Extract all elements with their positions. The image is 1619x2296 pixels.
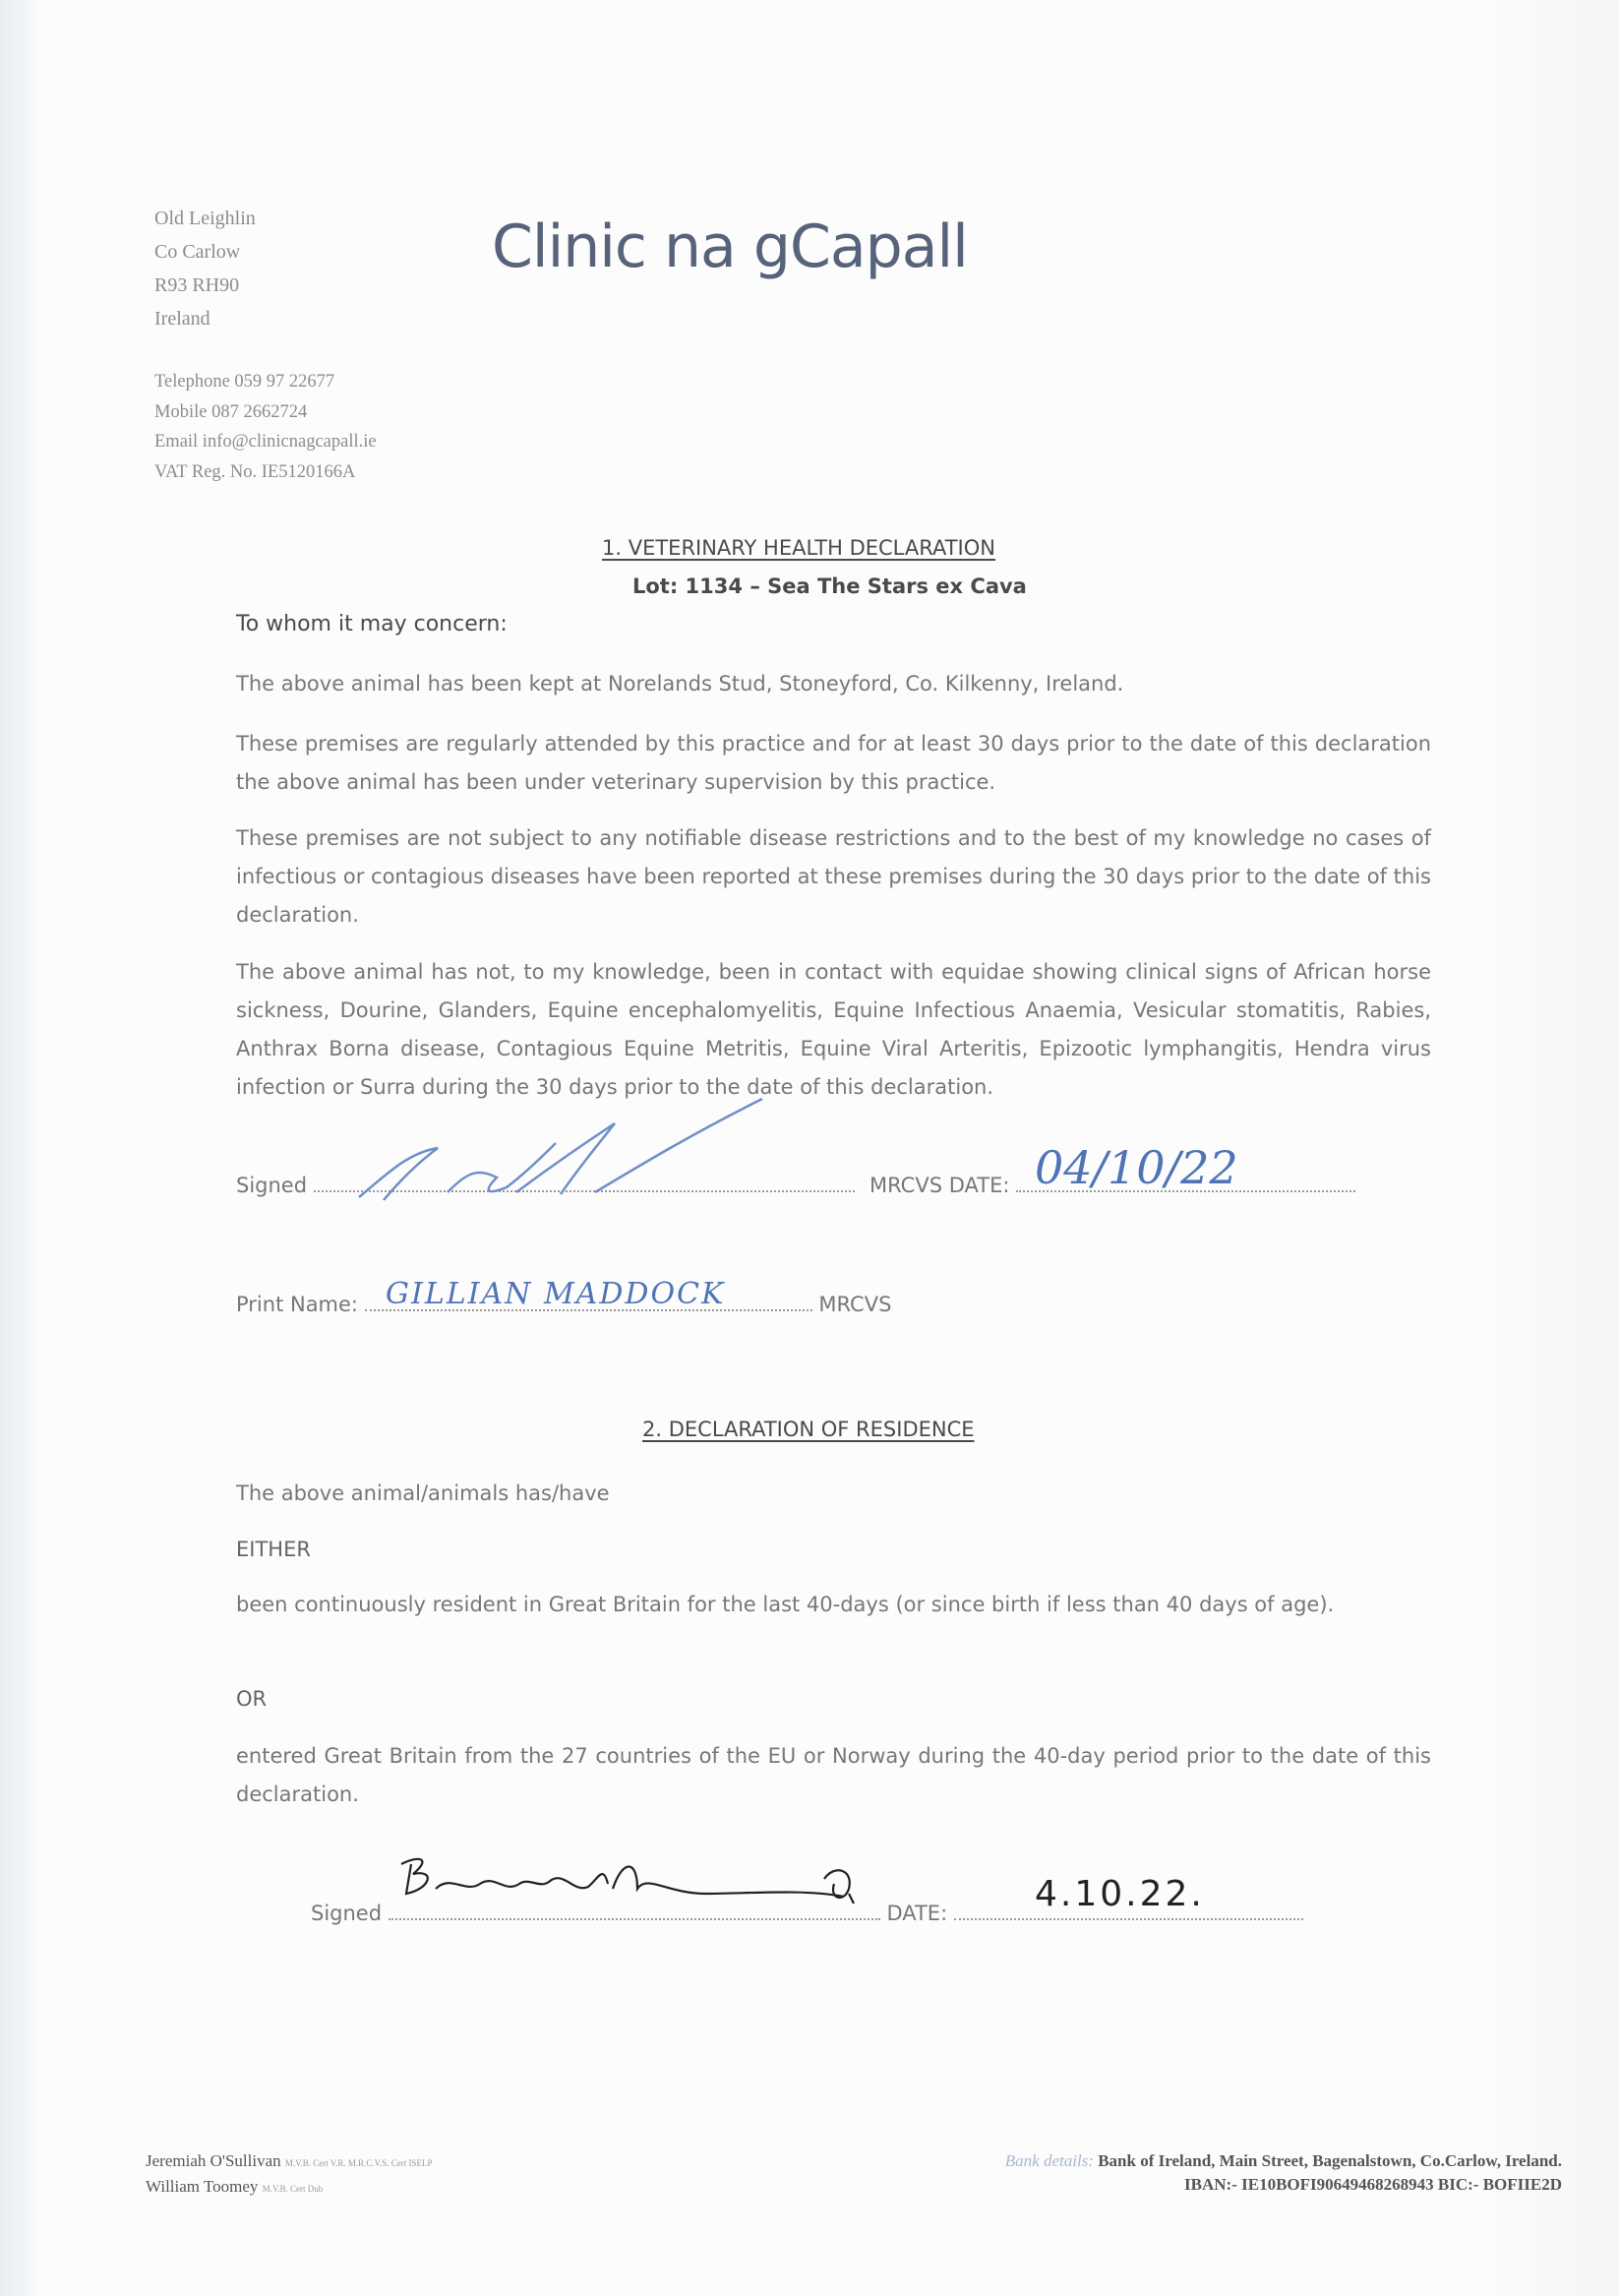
- vet2-name: William Toomey: [146, 2177, 259, 2196]
- paragraph: The above animal has been kept at Norelands Stud, Stoneyford, Co. Kilkenny, Ireland.: [236, 672, 1124, 695]
- address-line: Ireland: [154, 308, 210, 330]
- clinic-address: [154, 202, 256, 335]
- clinic-logo: Clinic na gCapall: [492, 212, 968, 281]
- clinic-contact: [154, 367, 377, 487]
- vet-date-handwritten: 04/10/22: [1035, 1141, 1238, 1194]
- section1-title: 1. VETERINARY HEALTH DECLARATION: [602, 536, 995, 560]
- paragraph: The above animal has not, to my knowledge, been in contact with equidae showing clinical signs of African horse sickness, Dourine, Glanders, Equine encephalomyelitis, Equine Infectious Anaemia, Vesicular stomatitis, Rabies, Anthrax Borna disease, Contagious Equine Metritis, Equine Viral Arteritis, Epizootic lymphangitis, Hendra virus infection or Surra during the 30 days prior to the date of this declaration.: [236, 960, 1431, 1099]
- print-name-handwritten: GILLIAN MADDOCK: [386, 1277, 726, 1311]
- vet2-qualifications: M.V.B. Cert Dub: [262, 2184, 324, 2194]
- vet1-qualifications: M.V.B. Cert V.R. M.R.C.V.S. Cert ISELP: [284, 2158, 433, 2168]
- option2-text: entered Great Britain from the 27 countries of the EU or Norway during the 40-day period prior to the date of this declaration.: [236, 1744, 1431, 1806]
- address-line: R93 RH90: [154, 274, 240, 296]
- either-label: EITHER: [236, 1538, 311, 1561]
- option1-text: been continuously resident in Great Britain for the last 40-days (or since birth if less than 40 days of age).: [236, 1593, 1335, 1616]
- iban-line: IBAN:- IE10BOFI90649468268943 BIC:- BOFIIE2D: [1184, 2175, 1562, 2194]
- address-line: Old Leighlin: [154, 208, 256, 229]
- residence-intro: The above animal/animals has/have: [236, 1481, 610, 1505]
- paragraph: These premises are not subject to any notifiable disease restrictions and to the best of my knowledge no cases of infectious or contagious diseases have been reported at these premises during the 30 days prior to the date of this declaration.: [236, 826, 1431, 927]
- contact-line: VAT Reg. No. IE5120166A: [154, 461, 356, 482]
- owner-date-handwritten: 4.10.22.: [1035, 1874, 1205, 1914]
- contact-line: Mobile 087 2662724: [154, 401, 308, 422]
- signed-label: Signed: [311, 1902, 383, 1925]
- date-label: MRCVS DATE:: [869, 1174, 1010, 1197]
- paragraph: These premises are regularly attended by this practice and for at least 30 days prior to the date of this declaration the above animal has been under veterinary supervision by this practice.: [236, 732, 1431, 794]
- bank-line: Bank of Ireland, Main Street, Bagenalstown, Co.Carlow, Ireland.: [1098, 2151, 1562, 2170]
- vet-names: [146, 2149, 433, 2201]
- or-label: OR: [236, 1687, 268, 1711]
- date-label: DATE:: [886, 1902, 948, 1925]
- bank-details: [1005, 2149, 1562, 2197]
- signed-label: Signed: [236, 1174, 308, 1197]
- contact-line: Email info@clinicnagcapall.ie: [154, 432, 377, 452]
- scan-edge-right: [1471, 0, 1619, 2296]
- mrcvs-label: MRCVS: [818, 1293, 892, 1316]
- lot-line: Lot: 1134 – Sea The Stars ex Cava: [632, 574, 1027, 598]
- vet-signature: [349, 1094, 782, 1212]
- contact-line: Telephone 059 97 22677: [154, 372, 335, 392]
- bank-label: Bank details:: [1004, 2151, 1094, 2170]
- vet1-name: Jeremiah O'Sullivan: [146, 2151, 281, 2170]
- print-name-label: Print Name:: [236, 1293, 359, 1316]
- address-line: Co Carlow: [154, 241, 241, 263]
- section2-title: 2. DECLARATION OF RESIDENCE: [642, 1418, 975, 1441]
- salutation: To whom it may concern:: [236, 612, 508, 636]
- owner-signature: [391, 1849, 883, 1928]
- scan-edge-left: [0, 0, 37, 2296]
